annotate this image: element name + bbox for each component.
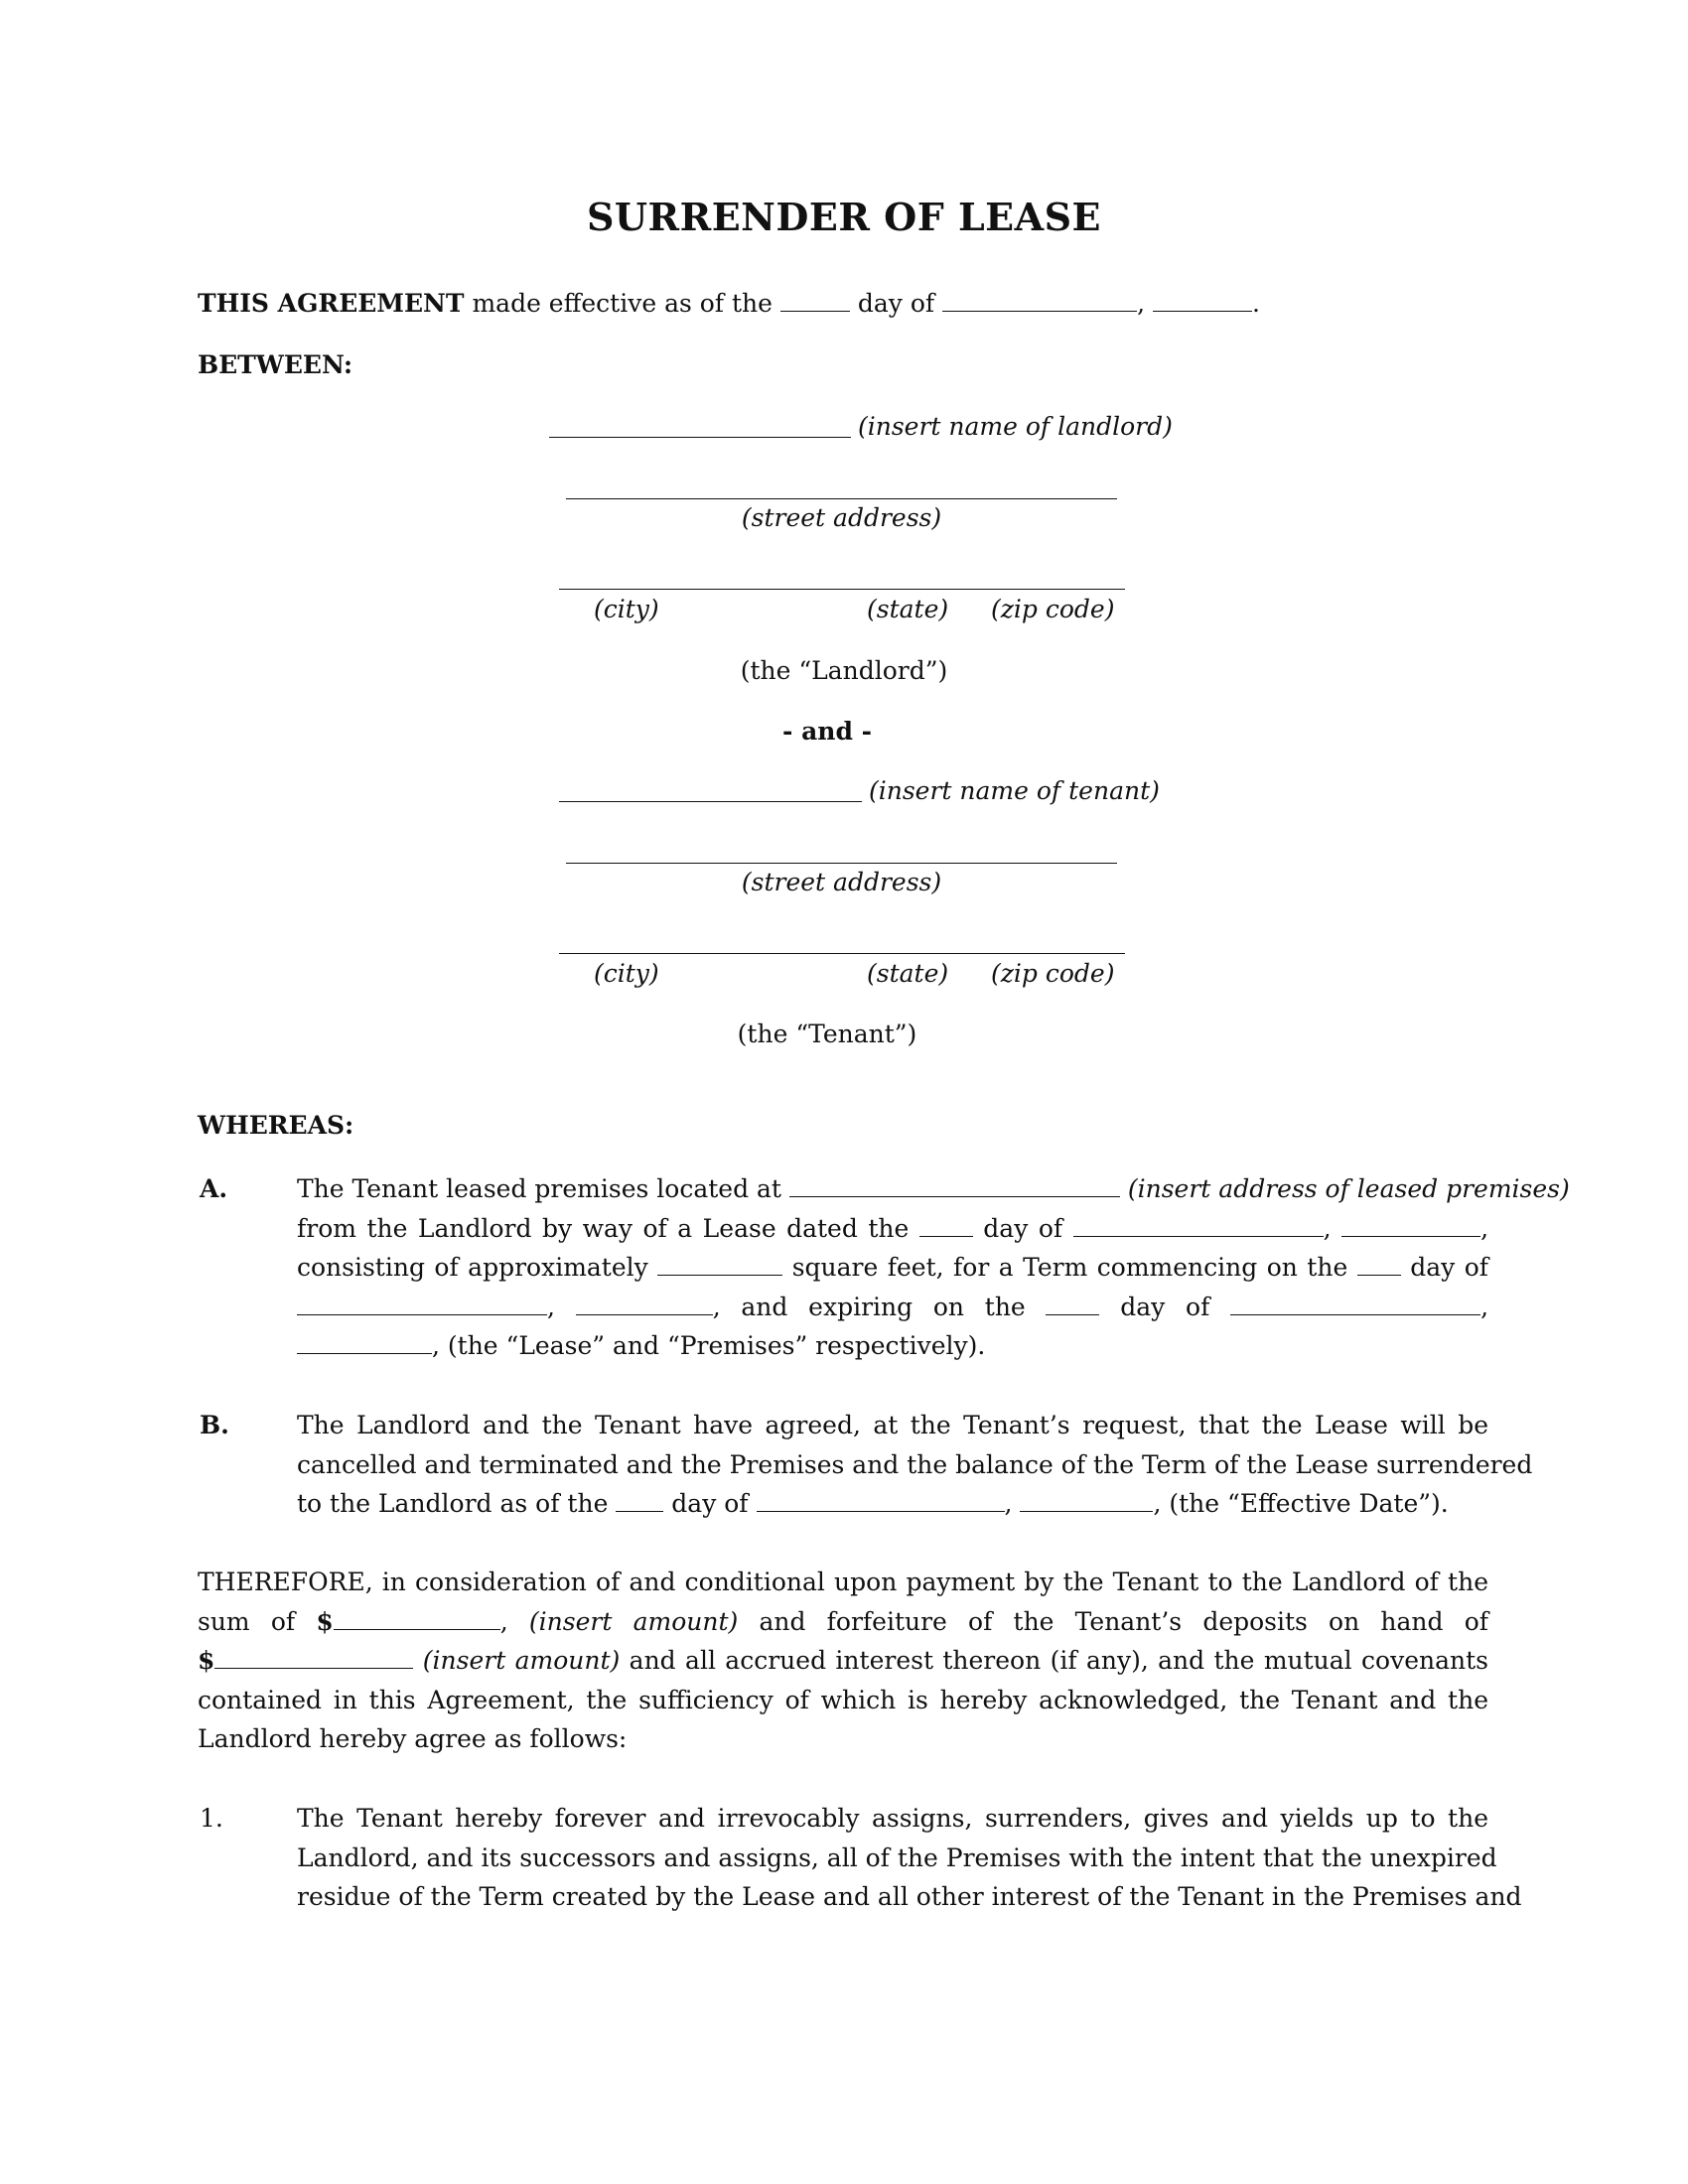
recital-b-line-1: The Landlord and the Tenant have agreed, at the Tenant’s request, that the Lease will be [297, 1411, 1488, 1439]
landlord-zip-hint: (zip code) [991, 595, 1115, 623]
deposit-amount-field[interactable] [214, 1646, 413, 1669]
therefore-paragraph [198, 1563, 1488, 1759]
tenant-designation: (the “Tenant”) [737, 1020, 917, 1048]
tenant-state-hint: (state) [867, 959, 949, 988]
landlord-street-hint: (street address) [741, 503, 942, 532]
recital-a-text-4e: day [1120, 1292, 1166, 1321]
recital-a-text-2a: from the Landlord by way of a Lease dated the [297, 1213, 910, 1243]
term-start-day-field[interactable] [1357, 1253, 1401, 1276]
recital-a-text-3c: day of [1410, 1253, 1489, 1282]
recital-a-line-5: , (the “Lease” and “Premises” respectively). [297, 1326, 1488, 1366]
effective-date-month-field[interactable] [757, 1489, 1005, 1512]
lease-date-month-field[interactable] [1073, 1214, 1324, 1237]
lease-date-day-field[interactable] [919, 1214, 973, 1237]
term-start-year-field[interactable] [576, 1293, 713, 1315]
landlord-name-field[interactable] [549, 437, 851, 438]
therefore-text-3b: and all accrued interest thereon (if any), and the mutual covenants [629, 1646, 1489, 1675]
intro-comma: , [1137, 289, 1146, 318]
term-end-year-field[interactable] [297, 1331, 432, 1354]
term-start-month-field[interactable] [297, 1293, 547, 1315]
intro-day-of: day of [857, 289, 935, 318]
recital-b-line-3: to the Landlord as of the day of , , (the “Effective Date”). [297, 1489, 1449, 1518]
recital-a-text-1: The Tenant leased premises located at [297, 1174, 781, 1203]
recital-b-text-3b: day of [671, 1489, 749, 1518]
tenant-name-field[interactable] [559, 801, 862, 802]
between-label: BETWEEN: [198, 350, 353, 379]
therefore-line-1: THEREFORE, in consideration of and conditional upon payment by the Tenant to the Landlord of the [198, 1568, 1488, 1596]
intro-line [198, 284, 1260, 324]
therefore-line-3 [198, 1641, 1488, 1681]
landlord-name-hint: (insert name of landlord) [858, 412, 1173, 441]
term-end-day-field[interactable] [1046, 1293, 1099, 1315]
recital-a-line-4: , , and expiring on the day of , [297, 1288, 1488, 1327]
clause-1 [297, 1799, 1522, 1917]
intro-made-effective: made effective as of the [472, 289, 773, 318]
square-feet-field[interactable] [657, 1253, 782, 1276]
payment-amount-field[interactable] [334, 1607, 500, 1630]
and-separator: - and - [781, 717, 872, 746]
effective-date-day-field[interactable] [616, 1489, 663, 1512]
leased-premises-hint: (insert address of leased premises) [1127, 1174, 1570, 1203]
recital-a-text-4c: on [932, 1292, 965, 1321]
tenant-zip-hint: (zip code) [991, 959, 1115, 988]
recital-a-text-2b: day of [983, 1213, 1063, 1243]
therefore-text-2c: and forfeiture of the Tenant’s deposits on hand of [759, 1606, 1489, 1636]
tenant-street-hint: (street address) [741, 868, 942, 896]
recital-a-marker: A. [200, 1174, 228, 1203]
recital-a-line-2: from the Landlord by way of a Lease dated the day of , , [297, 1213, 1489, 1243]
landlord-state-hint: (state) [867, 595, 949, 623]
whereas-label: WHEREAS: [198, 1111, 354, 1140]
recital-a-text-5: (the “Lease” and “Premises” respectively). [447, 1331, 986, 1360]
intro-lead: THIS AGREEMENT [198, 289, 465, 318]
dollar-sign-2: $ [198, 1646, 215, 1675]
tenant-city-hint: (city) [594, 959, 659, 988]
recital-a-line-3 [297, 1248, 1488, 1288]
recital-a [297, 1169, 1570, 1366]
lease-date-year-field[interactable] [1341, 1214, 1480, 1237]
recital-a-text-4a: and [741, 1292, 788, 1321]
payment-amount-hint: (insert amount) [528, 1606, 739, 1636]
document-title: SURRENDER OF LEASE [586, 195, 1102, 239]
leased-premises-address-field[interactable] [789, 1174, 1120, 1197]
clause-1-line-2: Landlord, and its successors and assigns, all of the Premises with the intent that the unexpired [297, 1843, 1497, 1872]
effective-year-field[interactable] [1153, 289, 1252, 312]
therefore-text-2b: of [270, 1606, 296, 1636]
tenant-name-hint: (insert name of tenant) [869, 776, 1160, 805]
intro-period: . [1252, 289, 1260, 318]
deposit-amount-hint: (insert amount) [422, 1646, 621, 1675]
recital-a-line-1 [297, 1169, 1570, 1209]
recital-b-line-2: cancelled and terminated and the Premises and the balance of the Term of the Lease surrendered [297, 1449, 1533, 1479]
recital-b-text-3c: (the “Effective Date”). [1169, 1489, 1449, 1518]
therefore-text-2a: sum [198, 1606, 250, 1636]
clause-1-line-3: residue of the Term created by the Lease and all other interest of the Tenant in the Premises and [297, 1882, 1522, 1911]
recital-a-text-4f: of [1186, 1292, 1210, 1321]
landlord-designation: (the “Landlord”) [740, 656, 948, 685]
therefore-line-2: sum of $ , (insert amount) and forfeiture of the Tenant’s deposits on hand of [198, 1606, 1489, 1636]
recital-b-marker: B. [200, 1411, 229, 1439]
effective-date-year-field[interactable] [1020, 1489, 1153, 1512]
clause-1-marker: 1. [200, 1804, 223, 1833]
therefore-line-4: contained in this Agreement, the sufficiency of which is hereby acknowledged, the Tenant and the [198, 1685, 1488, 1714]
effective-day-field[interactable] [780, 289, 850, 312]
recital-a-text-4d: the [984, 1292, 1026, 1321]
recital-a-text-3b: square feet, for a Term commencing on the [791, 1253, 1348, 1282]
clause-1-line-1: The Tenant hereby forever and irrevocably assigns, surrenders, gives and yields up to the [297, 1804, 1488, 1833]
therefore-line-5: Landlord hereby agree as follows: [198, 1724, 628, 1753]
recital-b-text-3a: to the Landlord as of the [297, 1489, 609, 1518]
recital-a-text-3a: consisting of approximately [297, 1253, 648, 1282]
landlord-city-hint: (city) [594, 595, 659, 623]
recital-b [297, 1406, 1533, 1524]
recital-a-text-4b: expiring [808, 1292, 914, 1321]
term-end-month-field[interactable] [1230, 1293, 1480, 1315]
dollar-sign-1: $ [316, 1606, 334, 1636]
effective-month-field[interactable] [942, 289, 1137, 312]
